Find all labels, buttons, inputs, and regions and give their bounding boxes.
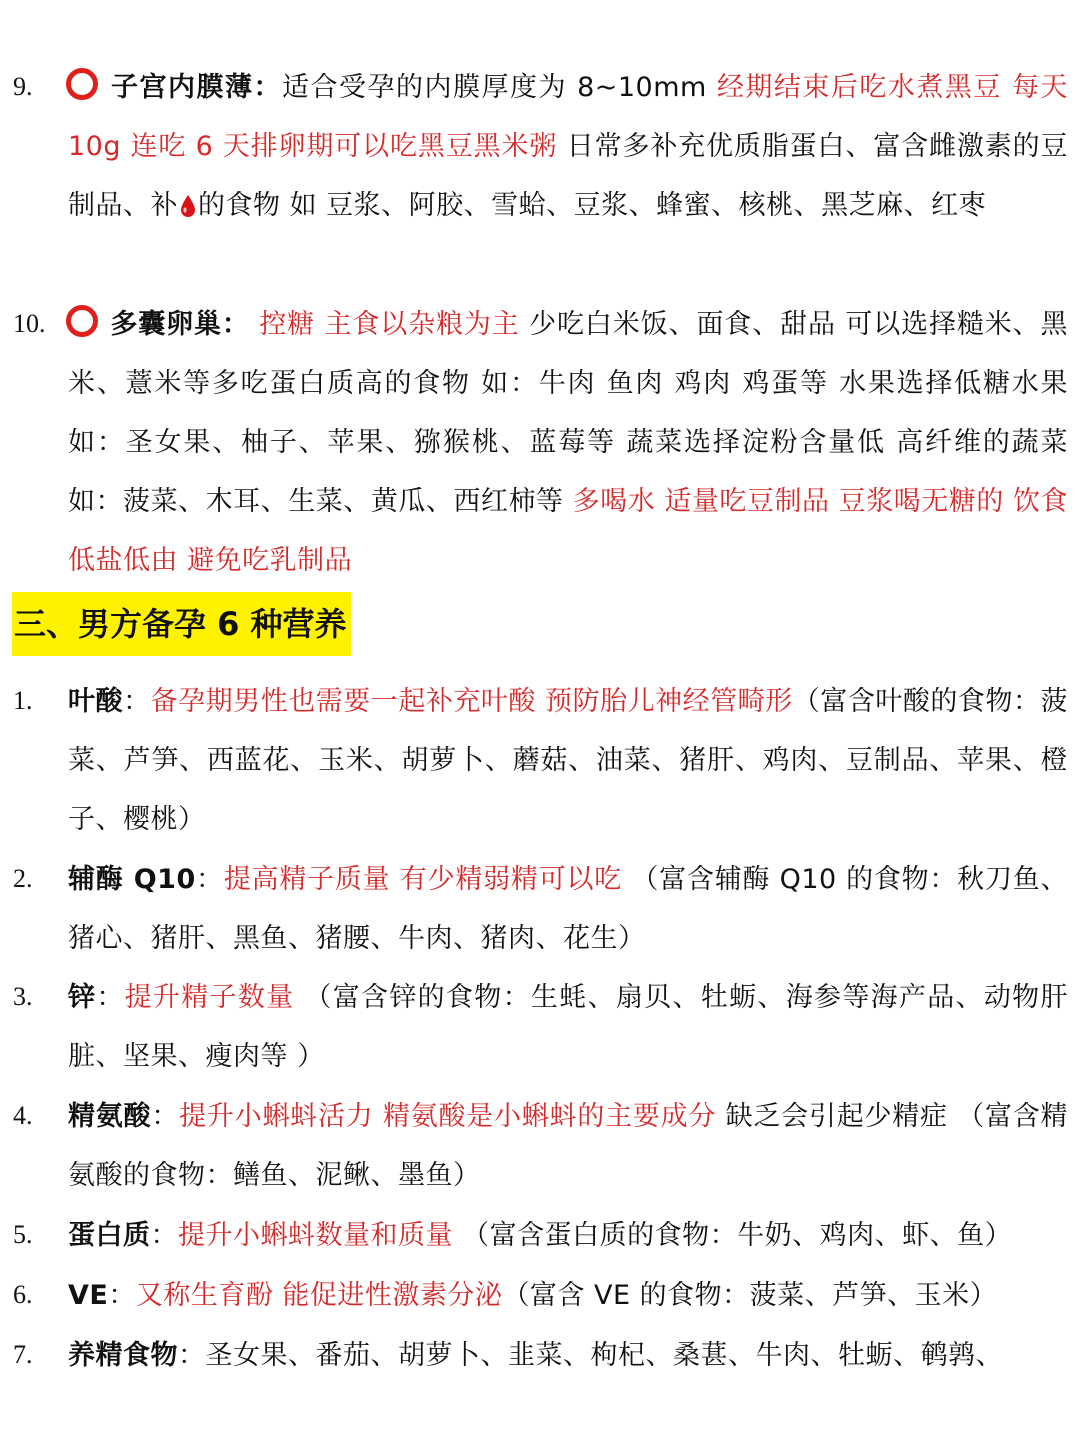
item-body: 圣女果、番茄、胡萝卜、韭菜、枸杞、桑葚、牛肉、牡蛎、鹌鹑、 — [205, 1340, 1003, 1371]
item-body: （富含锌的食物：生蚝、扇贝、牡蛎、海参等海产品、动物肝脏、坚果、瘦肉等 ） — [68, 982, 1068, 1072]
red-circle-icon — [66, 68, 98, 100]
blood-drop-icon — [180, 194, 196, 218]
item-body: 少吃白米饭、面食、甜品 可以选择糙米、黑米、薏米等多吃蛋白质高的食物 如：牛肉 鱼肉 鸡肉 鸡蛋等 水果选择低糖水果 如：圣女果、柚子、苹果、猕猴桃、蓝莓等 蔬菜选择淀粉含量低 高纤维的蔬菜 如：菠菜、木耳、生菜、黄瓜、西红柿等 — [68, 309, 1068, 517]
item-highlight: 备孕期男性也需要一起补充叶酸 预防胎儿神经管畸形 — [150, 686, 793, 717]
item-number: 5. — [13, 1220, 33, 1249]
item-title: 精氨酸 — [68, 1101, 152, 1132]
item-title: 养精食物 — [68, 1340, 178, 1371]
item-title: 多囊卵巢 — [110, 309, 222, 340]
item-highlight: 提升小蝌蚪数量和质量 — [178, 1220, 453, 1251]
item-body: 日常多补充优质脂蛋白、富含雌激素的豆制品、补 — [68, 131, 1069, 221]
item-title: 叶酸 — [68, 686, 124, 717]
item-highlight: 多喝水 适量吃豆制品 豆浆喝无糖的 饮食低盐低由 避免吃乳制品 — [68, 486, 1068, 576]
item-body: （富含叶酸的食物：菠菜、芦笋、西蓝花、玉米、胡萝卜、蘑菇、油菜、猪肝、鸡肉、豆制品、苹果、橙子、樱桃） — [68, 686, 1069, 835]
item-highlight: 提升精子数量 — [124, 982, 295, 1013]
item-number: 1. — [13, 686, 33, 715]
item-text: 蛋白质：提升小蝌蚪数量和质量 （富含蛋白质的食物：牛奶、鸡肉、虾、鱼） — [68, 1220, 1013, 1251]
item-text: 多囊卵巢： 控糖 主食以杂粮为主 少吃白米饭、面食、甜品 可以选择糙米、黑米、薏米等多吃蛋白质高的食物 如：牛肉 鱼肉 鸡肉 鸡蛋等 水果选择低糖水果 如：圣女果、柚子、苹果、猕猴桃、蓝莓等 蔬菜选择淀粉含量低 高纤维的蔬菜 如：菠菜、木耳、生菜、黄瓜、西红柿等 多喝水 适量吃豆制品 豆浆喝无糖的 饮食低盐低由 避免吃乳制品 — [68, 295, 1068, 590]
red-circle-icon — [66, 305, 98, 337]
item-title: 辅酶 Q10 — [68, 864, 196, 895]
item-title: 锌 — [68, 982, 97, 1013]
item-text: VE：又称生育酚 能促进性激素分泌（富含 VE 的食物：菠菜、芦笋、玉米） — [68, 1280, 998, 1311]
item-body: 的食物 如 豆浆、阿胶、雪蛤、豆浆、蜂蜜、核桃、黑芝麻、红枣 — [198, 190, 987, 221]
item-number: 7. — [13, 1340, 33, 1369]
item-highlight: 提高精子质量 有少精弱精可以吃 — [223, 864, 623, 895]
item-text: 子宫内膜薄：适合受孕的内膜厚度为 8~10mm 经期结束后吃水煮黑豆 每天 10g 连吃 6 天排卵期可以吃黑豆黑米粥 日常多补充优质脂蛋白、富含雌激素的豆制品、补 的食物 如 豆浆、阿胶、雪蛤、豆浆、蜂蜜、核桃、黑芝麻、红枣 — [68, 58, 1068, 235]
item-number: 2. — [13, 864, 33, 893]
item-text: 精氨酸：提升小蝌蚪活力 精氨酸是小蝌蚪的主要成分 缺乏会引起少精症 （富含精氨酸的食物：鳝鱼、泥鳅、墨鱼） — [68, 1101, 1069, 1191]
item-number: 3. — [13, 982, 33, 1011]
item-title: 蛋白质 — [68, 1220, 151, 1251]
item-title: VE — [68, 1280, 109, 1311]
item-body: 缺乏会引起少精症 （富含精氨酸的食物：鳝鱼、泥鳅、墨鱼） — [68, 1101, 1069, 1191]
section-heading: 三、男方备孕 6 种营养 — [12, 592, 351, 656]
item-text: 锌：提升精子数量 （富含锌的食物：生蚝、扇贝、牡蛎、海参等海产品、动物肝脏、坚果、瘦肉等 ） — [68, 982, 1068, 1072]
item-number: 10. — [13, 309, 46, 338]
item-text: 叶酸：备孕期男性也需要一起补充叶酸 预防胎儿神经管畸形（富含叶酸的食物：菠菜、芦笋、西蓝花、玉米、胡萝卜、蘑菇、油菜、猪肝、鸡肉、豆制品、苹果、橙子、樱桃） — [68, 686, 1069, 835]
item-text: 辅酶 Q10：提高精子质量 有少精弱精可以吃 （富含辅酶 Q10 的食物：秋刀鱼、猪心、猪肝、黑鱼、猪腰、牛肉、猪肉、花生） — [68, 864, 1068, 954]
item-number: 6. — [13, 1280, 33, 1309]
item-body: （富含辅酶 Q10 的食物：秋刀鱼、猪心、猪肝、黑鱼、猪腰、牛肉、猪肉、花生） — [68, 864, 1068, 954]
item-highlight: 提升小蝌蚪活力 精氨酸是小蝌蚪的主要成分 — [179, 1101, 717, 1132]
item-body: 适合受孕的内膜厚度为 8~10mm — [282, 72, 707, 103]
item-number: 9. — [13, 72, 33, 101]
item-highlight: 经期结束后吃水煮黑豆 每天 10g 连吃 6 天排卵期可以吃黑豆黑米粥 — [68, 72, 1069, 162]
item-title: 子宫内膜薄 — [110, 72, 254, 103]
item-body: （富含蛋白质的食物：牛奶、鸡肉、虾、鱼） — [453, 1220, 1013, 1251]
item-body: （富含 VE 的食物：菠菜、芦笋、玉米） — [502, 1280, 998, 1311]
item-highlight: 控糖 主食以杂粮为主 — [259, 309, 520, 340]
item-highlight: 又称生育酚 能促进性激素分泌 — [135, 1280, 503, 1311]
item-number: 4. — [13, 1101, 33, 1130]
item-text: 养精食物：圣女果、番茄、胡萝卜、韭菜、枸杞、桑葚、牛肉、牡蛎、鹌鹑、 — [68, 1340, 1003, 1371]
